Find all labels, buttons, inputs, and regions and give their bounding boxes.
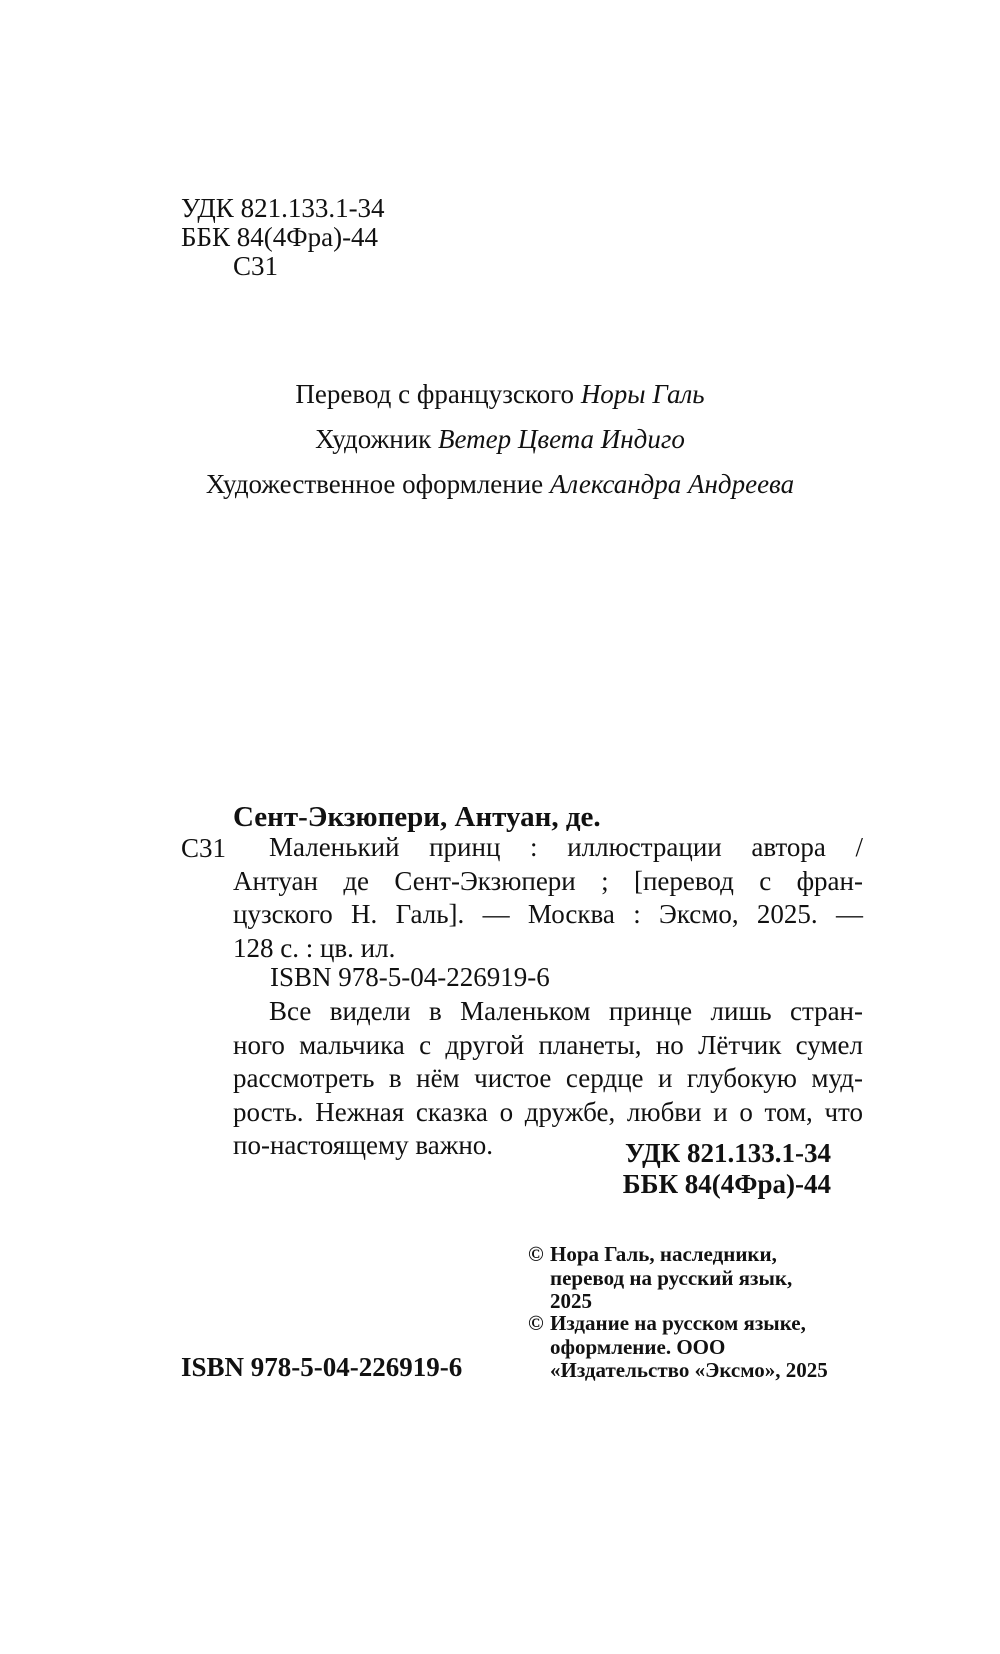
annotation-line: рассмотреть в нём чистое сердце и глубокую муд- [233,1063,863,1093]
catalog-isbn: ISBN 978-5-04-226919-6 [270,962,550,992]
annotation-line: рость. Нежная сказка о дружбе, любви и о том, что [233,1096,863,1127]
catalog-author-heading: Сент-Экзюпери, Антуан, де. [233,801,601,833]
copyright-line: оформление. ООО [550,1334,726,1359]
author-sign: С31 [233,251,279,281]
designer-name: Александра Андреева [549,469,795,499]
copyright-line: Издание на русском языке, [550,1311,806,1335]
bib-line: Антуан де Сент-Экзюпери ; [перевод с фран- [233,865,863,896]
artist-credit [0,423,1000,455]
copyright-icon: © [528,1242,544,1266]
bib-line: 128 с. : цв. ил. [233,932,396,963]
udk-code: УДК 821.133.1-34 [181,193,385,223]
bbk-code: ББК 84(4Фра)-44 [181,222,379,252]
artist-name: Ветер Цвета Индиго [438,424,685,454]
bib-line: цузского Н. Галь]. — Москва : Эксмо, 2025. — [233,899,863,929]
isbn-footer: ISBN 978-5-04-226919-6 [181,1352,463,1382]
catalog-author-sign: С31 [181,833,227,863]
copyright-icon: © [528,1311,544,1335]
design-credit [0,468,1000,500]
catalog-udk: УДК 821.133.1-34 [625,1138,831,1168]
copyright-line: «Издательство «Эксмо», 2025 [550,1358,828,1383]
catalog-bibliographic-description [233,831,863,965]
translator-name: Норы Галь [580,379,705,409]
translation-credit [0,378,1000,410]
copyright-edition [528,1312,828,1383]
annotation-line: Все видели в Маленьком принце лишь стран- [269,996,863,1026]
annotation-line: ного мальчика с другой планеты, но Лётчик сумел [233,1029,863,1060]
copyright-line: Нора Галь, наследники, [550,1242,777,1266]
copyright-translation [528,1243,792,1314]
copyright-line: 2025 [550,1289,592,1314]
copyright-line: перевод на русский язык, [550,1265,793,1290]
artist-label: Художник [315,424,439,454]
catalog-bbk: ББК 84(4Фра)-44 [622,1169,831,1199]
bib-line: Маленький принц : иллюстрации автора / [269,832,863,862]
translation-label: Перевод с французского [295,379,581,409]
annotation-line: по-настоящему важно. [233,1130,494,1160]
design-label: Художественное оформление [205,469,550,499]
